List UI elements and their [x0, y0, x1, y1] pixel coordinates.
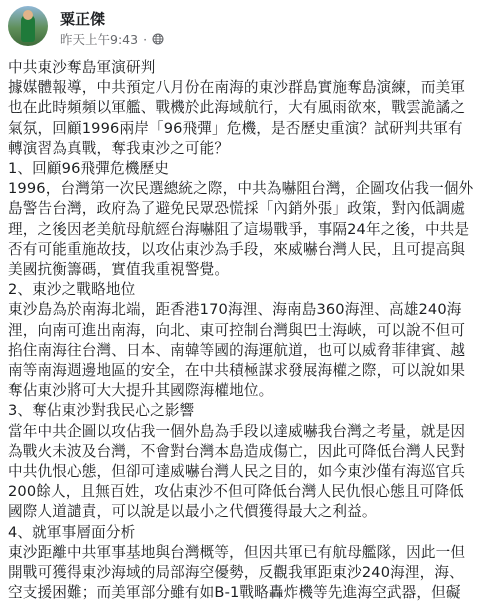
post-line: 浬，向南可進出南海，向北、東可控制台灣與巴士海峽，可以說不但可	[8, 321, 466, 339]
avatar-head	[23, 10, 33, 20]
post-line: 東沙距離中共軍事基地與台灣概等，但因共軍已有航母艦隊，因此一但	[8, 543, 466, 561]
post-line: 中共仇恨心態，但卻可達威嚇台灣人民之目的，如今東沙僅有海巡官兵	[8, 463, 466, 481]
post-line: 國際人道譴責，可以說是以最小之代價獲得最大之利益。	[8, 503, 377, 521]
post-line: 2、東沙之戰略地位	[8, 281, 136, 299]
post-line: 空支援困難；而美軍部分雖有如B-1戰略轟炸機等先進海空武器，但礙	[8, 584, 461, 602]
post-line: 東沙島為於南海北端，距香港170海浬、海南島360海浬、高雄240海	[8, 301, 462, 319]
author-avatar[interactable]	[8, 6, 48, 46]
post-line: 也在此時頻頻以軍艦、戰機於此海域航行，大有風雨欲來，戰雲詭譎之	[8, 99, 466, 117]
post-line: 為戰火未波及台灣，不會對台灣本島造成傷亡，因此可降低台灣人民對	[8, 442, 466, 460]
author-name[interactable]: 粟正傑	[60, 10, 106, 28]
post-line: 理，之後因老美航母航經台海嚇阻了這場戰爭，事隔24年之後，中共是	[8, 220, 470, 238]
post-line: 島警告台灣，政府為了避免民眾恐慌採「內銷外張」政策，對內低調處	[8, 200, 466, 218]
post-line: 4、就軍事層面分析	[8, 523, 136, 541]
post-line: 中共東沙奪島軍演研判	[8, 59, 156, 76]
post-line: 3、奪佔東沙對我民心之影響	[8, 402, 195, 420]
post-meta	[60, 30, 164, 48]
post-body	[8, 58, 482, 603]
post-line: 當年中共企圖以攻佔我一個外島為手段以達威嚇我台灣之考量，就是因	[8, 422, 466, 440]
post-line: 南等南海週邊地區的安全，在中共積極謀求發展海權之際，可以說如果	[8, 362, 466, 380]
post-line: 轉演習為真戰，奪我東沙之可能？	[8, 139, 230, 157]
post-line: 美國抗衡籌碼，實值我重視警覺。	[8, 261, 230, 279]
post-line: 氣氛，回顧1996兩岸「96飛彈」危機，是否歷史重演？試研判共軍有	[8, 119, 463, 137]
post-line: 200餘人，且無百姓，攻佔東沙不但可降低台灣人民仇恨心態且可降低	[8, 483, 464, 501]
globe-icon[interactable]	[152, 33, 164, 45]
post-line: 據媒體報導，中共預定八月份在南海的東沙群島實施奪島演練，而美軍	[8, 79, 466, 97]
post-line: 開戰可獲得東沙海域的局部海空優勢，反觀我軍距東沙240海浬，海、	[8, 564, 464, 582]
post-line: 1、回顧96飛彈危機歷史	[8, 160, 169, 178]
meta-separator: ·	[143, 31, 148, 47]
post-line: 否有可能重施故技，以攻佔東沙為手段，來威嚇台灣人民，且可提高與	[8, 240, 466, 258]
post-line: 1996，台灣第一次民選總統之際，中共為嚇阻台灣，企圖攻佔我一個外	[8, 180, 474, 198]
post-header	[8, 6, 478, 52]
post-timestamp[interactable]: 昨天上午9:43	[60, 32, 139, 47]
post-line: 奪佔東沙將可大大提升其國際海權地位。	[8, 382, 274, 400]
post-line: 掐住南海往台灣、日本、南韓等國的海運航道，也可以威脅菲律賓、越	[8, 341, 466, 359]
